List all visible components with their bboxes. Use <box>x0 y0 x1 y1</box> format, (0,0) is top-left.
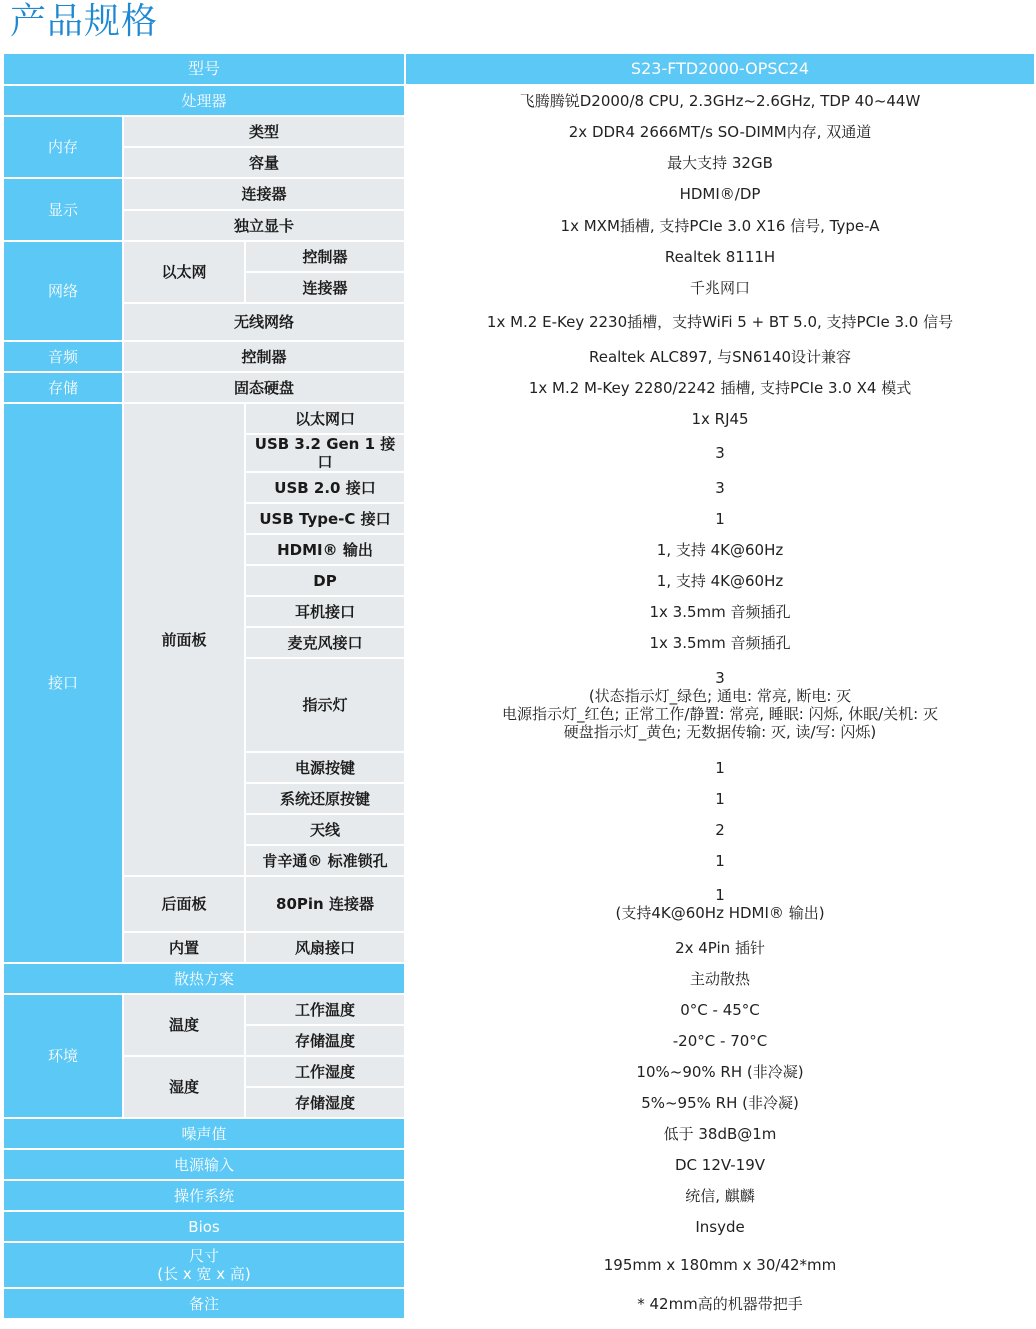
usb32-value: 3 <box>405 434 1035 472</box>
typec-label: USB Type-C 接口 <box>245 503 405 534</box>
rear-value-line: 1 <box>715 886 725 904</box>
audio-controller-label: 控制器 <box>123 341 405 372</box>
display-gpu-label: 独立显卡 <box>123 210 405 241</box>
storage-temp-label: 存储温度 <box>245 1025 405 1056</box>
table-row <box>3 116 1035 147</box>
ethernet-connector-value: 千兆网口 <box>405 272 1035 303</box>
table-row <box>3 994 1035 1025</box>
storage-temp-value: -20°C - 70°C <box>405 1025 1035 1056</box>
environment-label: 环境 <box>3 994 123 1118</box>
display-connector-label: 连接器 <box>123 178 405 210</box>
table-row <box>3 963 1035 994</box>
spec-table <box>2 52 1036 1320</box>
fan-label: 风扇接口 <box>245 932 405 963</box>
page-title: 产品规格 <box>10 1 159 42</box>
fan-value: 2x 4Pin 插针 <box>405 932 1035 963</box>
dimensions-label-line: (长 x 宽 x 高) <box>157 1265 251 1283</box>
os-value: 统信, 麒麟 <box>405 1180 1035 1211</box>
front-panel-label: 前面板 <box>123 403 245 876</box>
table-row <box>3 1211 1035 1242</box>
dp-label: DP <box>245 565 405 596</box>
cooling-label: 散热方案 <box>3 963 405 994</box>
dp-value: 1, 支持 4K@60Hz <box>405 565 1035 596</box>
bios-value: Insyde <box>405 1211 1035 1242</box>
usb20-label: USB 2.0 接口 <box>245 472 405 503</box>
display-gpu-value: 1x MXM插槽, 支持PCIe 3.0 X16 信号, Type-A <box>405 210 1035 241</box>
noise-value: 低于 38dB@1m <box>405 1118 1035 1149</box>
wireless-label: 无线网络 <box>123 303 405 341</box>
power-input-value: DC 12V-19V <box>405 1149 1035 1180</box>
storage-humidity-value: 5%~95% RH (非冷凝) <box>405 1087 1035 1118</box>
ssd-label: 固态硬盘 <box>123 372 405 403</box>
kensington-value: 1 <box>405 845 1035 876</box>
memory-capacity-value: 最大支持 32GB <box>405 147 1035 178</box>
noise-label: 噪声值 <box>3 1118 405 1149</box>
rear-panel-label: 后面板 <box>123 876 245 932</box>
typec-value: 1 <box>405 503 1035 534</box>
usb20-value: 3 <box>405 472 1035 503</box>
led-value-line: (状态指示灯_绿色; 通电: 常亮, 断电: 灭 <box>588 687 852 705</box>
dimensions-label-line: 尺寸 <box>189 1247 220 1265</box>
memory-type-value: 2x DDR4 2666MT/s SO-DIMM内存, 双通道 <box>405 116 1035 147</box>
memory-type-label: 类型 <box>123 116 405 147</box>
audio-controller-value: Realtek ALC897, 与SN6140设计兼容 <box>405 341 1035 372</box>
hdmi-value: 1, 支持 4K@60Hz <box>405 534 1035 565</box>
temperature-label: 温度 <box>123 994 245 1056</box>
table-row <box>3 932 1035 963</box>
os-label: 操作系统 <box>3 1180 405 1211</box>
display-connector-value: HDMI®/DP <box>405 178 1035 210</box>
storage-humidity-label: 存储湿度 <box>245 1087 405 1118</box>
table-row <box>3 210 1035 241</box>
bios-label: Bios <box>3 1211 405 1242</box>
led-value-line: 硬盘指示灯_黄色; 无数据传输: 灭, 读/写: 闪烁) <box>563 723 877 741</box>
antenna-value: 2 <box>405 814 1035 845</box>
table-row <box>3 876 1035 932</box>
ethernet-controller-label: 控制器 <box>245 241 405 272</box>
wireless-value: 1x M.2 E-Key 2230插槽，支持WiFi 5 + BT 5.0, 支持PCIe 3.0 信号 <box>405 303 1035 341</box>
ethernet-controller-value: Realtek 8111H <box>405 241 1035 272</box>
audio-label: 音频 <box>3 341 123 372</box>
internal-label: 内置 <box>123 932 245 963</box>
table-row <box>3 372 1035 403</box>
processor-value: 飞腾腾锐D2000/8 CPU, 2.3GHz~2.6GHz, TDP 40~44W <box>405 85 1035 116</box>
display-label: 显示 <box>3 178 123 241</box>
model-value: S23-FTD2000-OPSC24 <box>405 53 1035 85</box>
interfaces-label: 接口 <box>3 403 123 963</box>
led-value-line: 3 <box>715 669 725 687</box>
hdmi-label: HDMI® 输出 <box>245 534 405 565</box>
operating-humidity-label: 工作湿度 <box>245 1056 405 1087</box>
table-row <box>3 241 1035 272</box>
table-row <box>3 1242 1035 1288</box>
led-value <box>405 658 1035 752</box>
table-row <box>3 341 1035 372</box>
table-row <box>3 85 1035 116</box>
power-button-label: 电源按键 <box>245 752 405 783</box>
front-ethernet-label: 以太网口 <box>245 403 405 434</box>
model-label: 型号 <box>3 53 405 85</box>
ethernet-label: 以太网 <box>123 241 245 303</box>
table-row <box>3 1180 1035 1211</box>
rear-connector-label: 80Pin 连接器 <box>245 876 405 932</box>
table-row <box>3 303 1035 341</box>
mic-value: 1x 3.5mm 音频插孔 <box>405 627 1035 658</box>
table-row <box>3 53 1035 85</box>
dimensions-label <box>3 1242 405 1288</box>
led-label: 指示灯 <box>245 658 405 752</box>
operating-humidity-value: 10%~90% RH (非冷凝) <box>405 1056 1035 1087</box>
memory-label: 内存 <box>3 116 123 178</box>
note-label: 备注 <box>3 1288 405 1319</box>
led-value-line: 电源指示灯_红色; 正常工作/静置: 常亮, 睡眠: 闪烁, 休眠/关机: 灭 <box>502 705 938 723</box>
ssd-value: 1x M.2 M-Key 2280/2242 插槽, 支持PCIe 3.0 X4 模式 <box>405 372 1035 403</box>
operating-temp-label: 工作温度 <box>245 994 405 1025</box>
network-label: 网络 <box>3 241 123 341</box>
processor-label: 处理器 <box>3 85 405 116</box>
table-row <box>3 147 1035 178</box>
table-row <box>3 1288 1035 1319</box>
table-row <box>3 1149 1035 1180</box>
ethernet-connector-label: 连接器 <box>245 272 405 303</box>
restore-button-label: 系统还原按键 <box>245 783 405 814</box>
table-row <box>3 1118 1035 1149</box>
table-row <box>3 403 1035 434</box>
power-input-label: 电源输入 <box>3 1149 405 1180</box>
front-ethernet-value: 1x RJ45 <box>405 403 1035 434</box>
note-value: * 42mm高的机器带把手 <box>405 1288 1035 1319</box>
cooling-value: 主动散热 <box>405 963 1035 994</box>
table-row <box>3 1056 1035 1087</box>
memory-capacity-label: 容量 <box>123 147 405 178</box>
rear-connector-value <box>405 876 1035 932</box>
rear-value-line: (支持4K@60Hz HDMI® 输出) <box>615 904 825 922</box>
headphone-value: 1x 3.5mm 音频插孔 <box>405 596 1035 627</box>
antenna-label: 天线 <box>245 814 405 845</box>
headphone-label: 耳机接口 <box>245 596 405 627</box>
restore-button-value: 1 <box>405 783 1035 814</box>
operating-temp-value: 0°C - 45°C <box>405 994 1035 1025</box>
power-button-value: 1 <box>405 752 1035 783</box>
dimensions-value: 195mm x 180mm x 30/42*mm <box>405 1242 1035 1288</box>
kensington-label: 肯辛通® 标准锁孔 <box>245 845 405 876</box>
mic-label: 麦克风接口 <box>245 627 405 658</box>
table-row <box>3 178 1035 210</box>
usb32-label: USB 3.2 Gen 1 接口 <box>245 434 405 472</box>
humidity-label: 湿度 <box>123 1056 245 1118</box>
storage-label: 存储 <box>3 372 123 403</box>
